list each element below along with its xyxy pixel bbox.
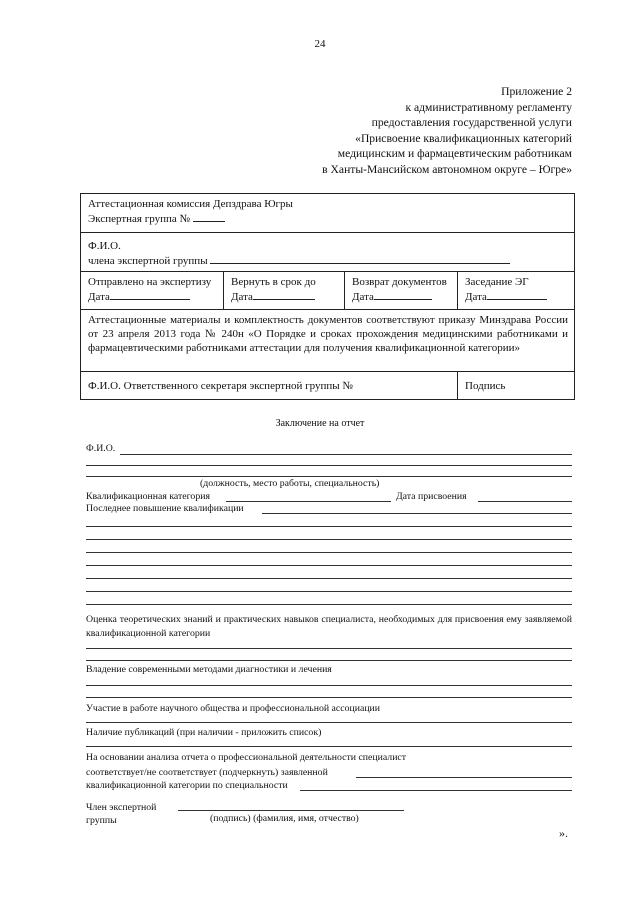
blank-line[interactable] [86, 539, 572, 540]
return-title: Вернуть в срок до [231, 276, 316, 288]
sent-title: Отправлено на экспертизу [88, 276, 212, 288]
blank-line[interactable] [86, 604, 572, 605]
blank-line[interactable] [86, 565, 572, 566]
return-date-field[interactable] [253, 289, 315, 300]
conclusion-title: Заключение на отчет [275, 418, 365, 429]
basis-line-3: квалификационной категории по специальности [86, 780, 288, 791]
member-label: члена экспертной группы [88, 255, 208, 267]
member-row [88, 253, 568, 268]
commission-cell [81, 194, 575, 233]
date-label: Дата [352, 291, 374, 303]
blank-line[interactable] [86, 660, 572, 661]
date-label: Дата [465, 291, 487, 303]
appendix-line: предоставления государственной услуги [371, 116, 572, 130]
member-signature-field[interactable] [178, 810, 404, 811]
blank-line[interactable] [86, 465, 572, 466]
fio-label: Ф.И.О. [86, 443, 116, 454]
appendix-line: к административному регламенту [405, 100, 572, 114]
sent-date-field[interactable] [110, 289, 190, 300]
specialty-field[interactable] [300, 790, 572, 791]
sent-cell [81, 272, 224, 310]
appendix-line: Приложение 2 [501, 85, 572, 98]
blank-line[interactable] [86, 526, 572, 527]
blank-line[interactable] [86, 578, 572, 579]
meeting-cell [458, 272, 575, 310]
return-cell [224, 272, 345, 310]
last-training-field[interactable] [262, 513, 572, 514]
date-assigned-label: Дата присвоения [396, 491, 467, 502]
methods-label: Владение современными методами диагностики и лечения [86, 664, 332, 675]
publications-label: Наличие публикаций (при наличии - приложить список) [86, 727, 322, 738]
statement-cell: Аттестационные материалы и комплектность документов соответствуют приказу Минздрава России от 23 апреля 2013 года № 240н «О Порядке и сроках прохождения медицинскими работниками и фармацевтическими работниками аттестации для получения квалификационной категории» [81, 310, 575, 372]
society-label: Участие в работе научного общества и профессиональной ассоциации [86, 703, 381, 714]
blank-line[interactable] [86, 476, 572, 477]
assessment-text: Оценка теоретических знаний и практических навыков специалиста, необходимых для присвоения ему заявляемой квалификационной категории [86, 614, 572, 639]
basis-line-1: На основании анализа отчета о профессиональной деятельности специалист [86, 752, 407, 763]
blank-line[interactable] [86, 697, 572, 698]
blank-line[interactable] [86, 722, 572, 723]
date-label: Дата [231, 291, 253, 303]
blank-line[interactable] [86, 648, 572, 649]
closing-quote: ». [559, 826, 568, 840]
appendix-line: в Ханты-Мансийском автономном округе – Югре» [322, 162, 572, 176]
blank-line[interactable] [86, 591, 572, 592]
position-caption: (должность, место работы, специальность) [200, 478, 380, 489]
basis-line-2: соответствует/не соответствует (подчеркнуть) заявленной [86, 767, 328, 778]
fio-label: Ф.И.О. [88, 240, 121, 252]
signature-caption: (подпись) (фамилия, имя, отчество) [210, 813, 359, 824]
expert-group-number-field[interactable] [193, 211, 225, 222]
last-training-label: Последнее повышение квалификации [86, 503, 244, 514]
blank-line[interactable] [86, 746, 572, 747]
attestation-table [80, 193, 575, 400]
docs-return-cell [345, 272, 458, 310]
date-label: Дата [88, 291, 110, 303]
expert-group-row [88, 211, 568, 226]
appendix-line: медицинским и фармацевтическим работникам [337, 147, 572, 161]
member-cell [81, 233, 575, 272]
member-name-field[interactable] [210, 253, 510, 264]
category-label: Квалификационная категория [86, 491, 210, 502]
appendix-line: «Присвоение квалификационных категорий [355, 131, 572, 145]
docs-return-title: Возврат документов [352, 276, 447, 288]
blank-line[interactable] [86, 685, 572, 686]
meeting-date-field[interactable] [487, 289, 547, 300]
signature-cell: Подпись [458, 372, 575, 400]
page-number: 24 [314, 38, 326, 50]
appendix-header [322, 84, 572, 178]
fio-field[interactable] [120, 454, 572, 455]
member-label-2: группы [86, 815, 117, 826]
blank-line[interactable] [86, 552, 572, 553]
meeting-title: Заседание ЭГ [465, 276, 529, 288]
category-field[interactable] [226, 501, 391, 502]
secretary-cell: Ф.И.О. Ответственного секретаря экспертной группы № [81, 372, 458, 400]
member-label-1: Член экспертной [86, 802, 157, 813]
expert-group-label: Экспертная группа № [88, 213, 190, 225]
date-assigned-field[interactable] [478, 501, 572, 502]
docs-return-date-field[interactable] [374, 289, 432, 300]
commission-name: Аттестационная комиссия Депздрава Югры [88, 198, 293, 210]
specialty-field[interactable] [356, 777, 572, 778]
